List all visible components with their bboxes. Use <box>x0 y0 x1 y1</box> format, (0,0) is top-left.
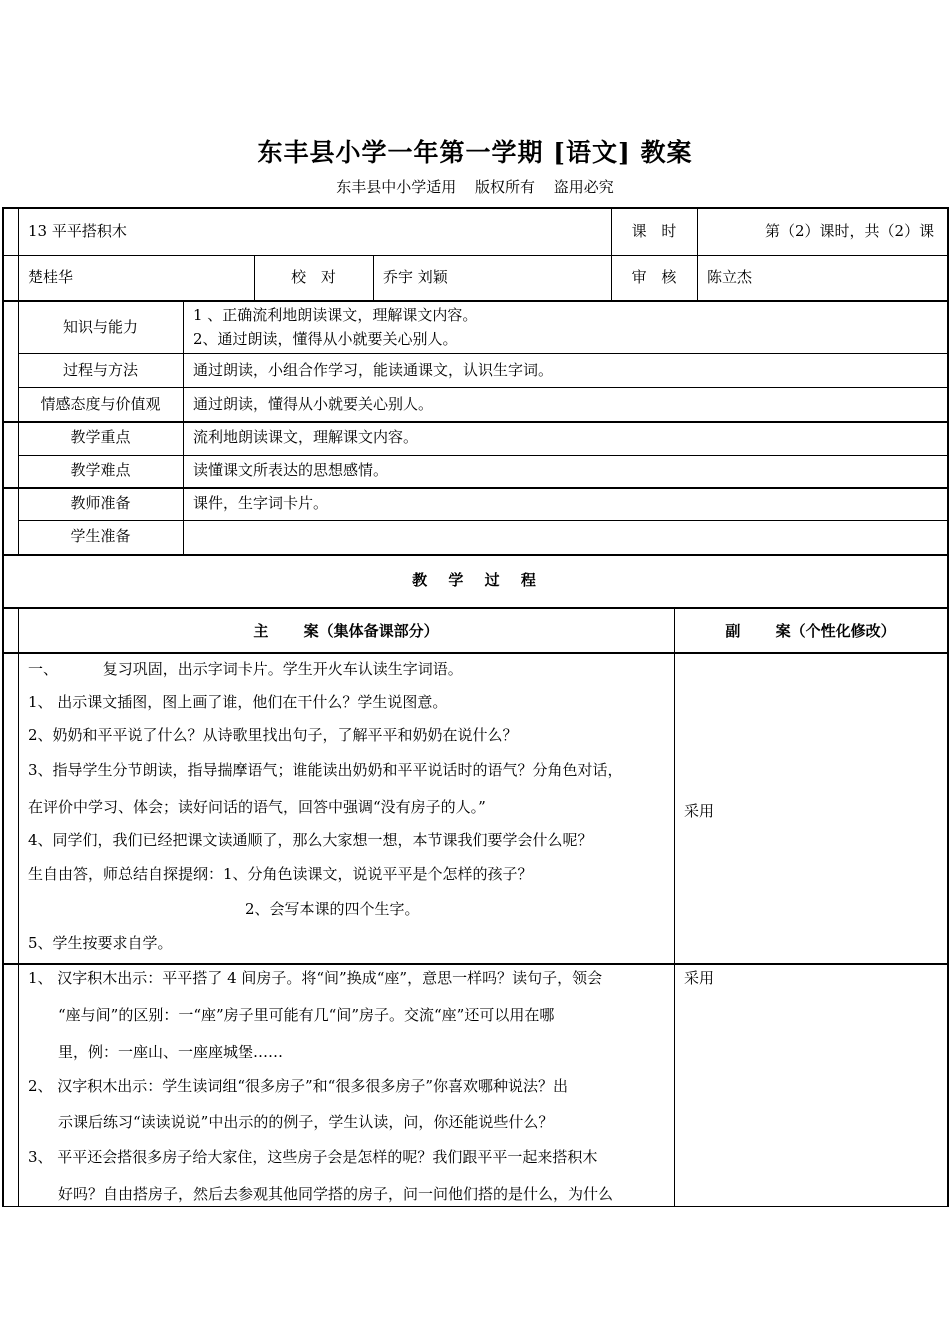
proof-value: 乔宇 刘颖 <box>383 268 448 286</box>
plan-line: 5、学生按要求自学。 <box>28 934 173 952</box>
plan-line: 2、 汉字积木出示：学生读词组“很多房子”和“很多很多房子”你喜欢哪种说法？出 <box>28 1077 568 1095</box>
col-divider <box>373 255 374 300</box>
plan-line: 好吗？自由搭房子，然后去参观其他同学搭的房子，问一问他们搭的是什么，为什么 <box>58 1185 614 1203</box>
period-value: 第（2）课时，共（2）课 <box>765 222 935 240</box>
row-divider <box>2 607 948 609</box>
row-divider <box>2 487 948 489</box>
focus-label: 教师准备 <box>70 494 131 512</box>
row-divider <box>18 455 948 456</box>
table-bottom-border <box>2 1206 948 1207</box>
review-label: 审 核 <box>631 268 677 286</box>
left-inner-border-lower <box>18 608 19 1207</box>
plan-line: 在评价中学习、体会；读好问话的语气，回答中强调“没有房子的人。” <box>28 798 486 816</box>
plan-line: 1、 汉字积木出示：平平搭了 4 间房子。将“间”换成“座”，意思一样吗？读句子，领会 <box>28 969 603 987</box>
plan-line: 里，例：一座山、一座座城堡…… <box>58 1043 284 1061</box>
proof-label: 校 对 <box>291 268 336 286</box>
plan-line: 3、指导学生分节朗读，指导揣摩语气；谁能读出奶奶和平平说话时的语气？分角色对话， <box>28 761 623 779</box>
col-divider <box>674 607 675 1207</box>
side-note: 采用 <box>684 969 715 987</box>
process-heading: 教 学 过 程 <box>412 571 538 589</box>
lesson-title: 13 平平搭积木 <box>28 222 127 240</box>
goal-line: 1 、正确流利地朗读课文，理解课文内容。 <box>193 306 478 324</box>
plan-line: 3、 平平还会搭很多房子给大家住，这些房子会是怎样的呢？我们跟平平一起来搭积木 <box>28 1148 598 1166</box>
focus-value: 读懂课文所表达的思想感情。 <box>193 461 389 479</box>
side-plan-header: 副 案（个性化修改） <box>725 622 896 640</box>
goal-label: 知识与能力 <box>62 318 138 336</box>
plan-line: 生自由答，师总结自探提纲：1、分角色读课文，说说平平是个怎样的孩子？ <box>28 865 533 883</box>
plan-line: 一、 复习巩固，出示字词卡片。学生开火车认读生字词语。 <box>28 660 463 678</box>
row-divider <box>2 554 948 556</box>
main-plan-header: 主 案（集体备课部分） <box>253 622 439 640</box>
focus-label: 教学重点 <box>70 428 131 446</box>
goal-label: 情感态度与价值观 <box>40 395 161 413</box>
right-outer-border <box>947 207 949 1207</box>
goal-line: 通过朗读，小组合作学习，能读通课文，认识生字词。 <box>193 361 554 379</box>
plan-line: 示课后练习“读读说说”中出示的的例子，学生认读，问，你还能说些什么？ <box>58 1113 554 1131</box>
plan-line: “座与间”的区别：一“座”房子里可能有几“间”房子。交流“座”还可以用在哪 <box>58 1006 555 1024</box>
row-divider <box>18 520 948 521</box>
row-divider <box>2 963 948 965</box>
row-divider <box>2 255 948 256</box>
row-divider <box>2 300 948 302</box>
review-value: 陈立杰 <box>707 268 753 286</box>
goal-label: 过程与方法 <box>62 361 138 379</box>
focus-value: 课件，生字词卡片。 <box>193 494 329 512</box>
author-name: 楚桂华 <box>28 268 74 286</box>
plan-line: 2、奶奶和平平说了什么？从诗歌里找出句子，了解平平和奶奶在说什么？ <box>28 726 518 744</box>
goal-line: 2、通过朗读，懂得从小就要关心别人。 <box>193 330 458 348</box>
row-divider <box>2 421 948 423</box>
focus-value: 流利地朗读课文，理解课文内容。 <box>193 428 419 446</box>
page-subtitle: 东丰县中小学适用 版权所有 盗用必究 <box>336 178 614 196</box>
row-divider <box>18 353 948 354</box>
goal-line: 通过朗读，懂得从小就要关心别人。 <box>193 395 434 413</box>
plan-line: 1、 出示课文插图，图上画了谁，他们在干什么？学生说图意。 <box>28 693 448 711</box>
focus-label: 教学难点 <box>70 461 131 479</box>
col-divider <box>183 300 184 554</box>
plan-line: 2、会写本课的四个生字。 <box>245 900 420 918</box>
row-divider <box>2 652 948 654</box>
side-note: 采用 <box>684 802 715 820</box>
page-title: 东丰县小学一年第一学期 [语文] 教案 <box>257 138 693 167</box>
period-label: 课 时 <box>631 222 677 240</box>
row-divider <box>18 387 948 388</box>
col-divider <box>697 207 698 300</box>
plan-line: 4、同学们，我们已经把课文读通顺了，那么大家想一想，本节课我们要学会什么呢？ <box>28 831 593 849</box>
left-outer-border <box>2 207 4 1207</box>
table-top-border <box>2 207 948 209</box>
focus-label: 学生准备 <box>70 527 131 545</box>
